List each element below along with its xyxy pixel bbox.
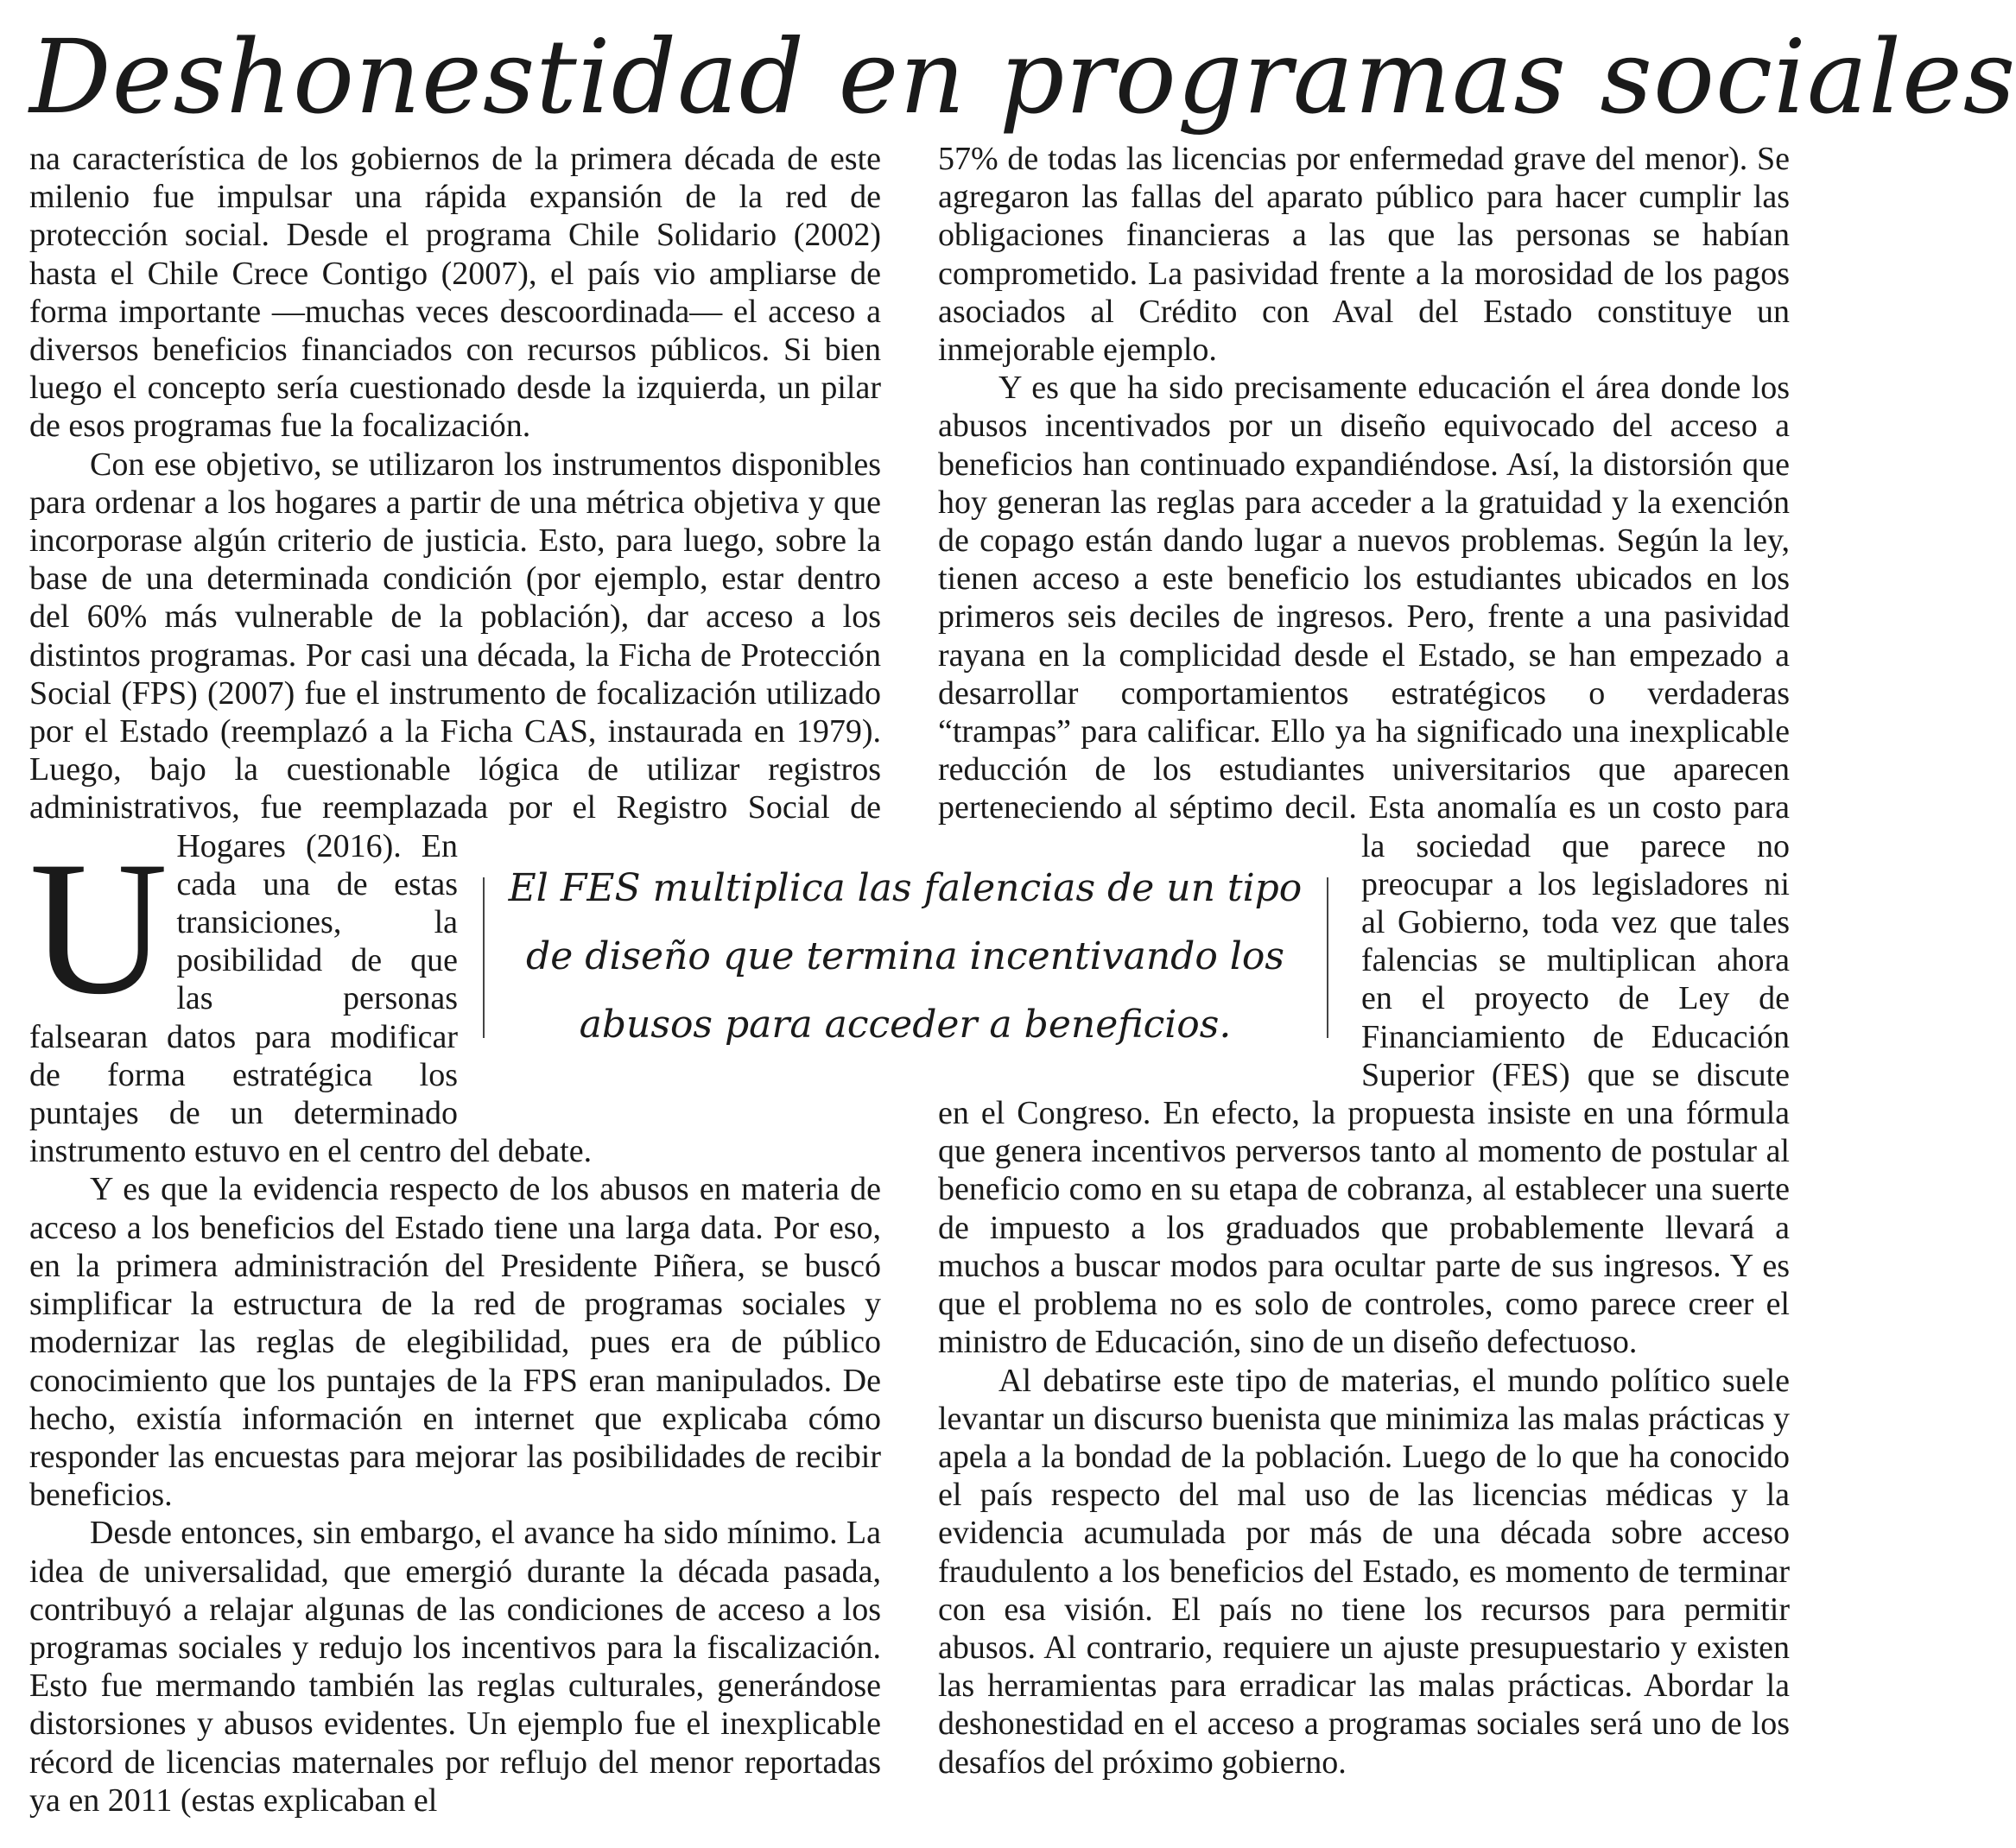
paragraph-7: Al debatirse este tipo de materias, el mundo político suele levantar un discurso buenista que minimiza las malas prácticas y apela a la bondad de la población. Luego de lo que ha conocido el país respecto del mal uso de las licencias médicas y la evidencia acumulada por más de una década sobre acceso fraudulento a los beneficios del Estado, es momento de terminar con esa visión. El país no tiene los recursos para permitir abusos. Al contrario, requiere un ajuste presupuestario y existen las herramientas para erradicar las malas prácticas. Abordar la deshonestidad en el acceso a programas sociales será uno de los desafíos del próximo gobierno. — [938, 1362, 1790, 1781]
paragraph-3: Y es que la evidencia respecto de los abusos en materia de acceso a los beneficios del Estado tiene una larga data. Por eso, en la primera administración del Presidente Piñera, se buscó simplificar la estructura de la red de programas sociales y modernizar las reglas de elegibilidad, pues era de público conocimiento que los puntajes de la FPS eran manipulados. De hecho, existía información en internet que explicaba cómo responder las encuestas para mejorar las posibilidades de recibir beneficios. — [29, 1171, 881, 1514]
pullquote-right-rule — [1327, 877, 1328, 1038]
paragraph-5: 57% de todas las licencias por enfermedad grave del menor). Se agregaron las fallas del aparato público para hacer cumplir las obligaciones financieras a las que las personas se habían comprometido. La pasividad frente a la morosidad de los pagos asociados al Crédito con Aval del Estado constituye un inmejorable ejemplo. — [938, 141, 1790, 369]
paragraph-4: Desde entonces, sin embargo, el avance ha sido mínimo. La idea de universalidad, que emergió durante la década pasada, contribuyó a relajar algunas de las condiciones de acceso a los programas sociales y redujo los incentivos para la fiscalización. Esto fue mermando también las reglas culturales, generándose distorsiones y abusos evidentes. Un ejemplo fue el inexplicable récord de licencias maternales por reflujo del menor reportadas ya en 2011 (estas explicaban el — [29, 1515, 881, 1819]
drop-cap: U — [29, 822, 168, 1035]
paragraph-6: Y es que ha sido precisamente educación el área donde los abusos incentivados por un diseño equivocado del acceso a beneficios han continuado expandiéndose. Así, la distorsión que hoy generan las reglas para acceder a la gratuidad y la exención de copago están dando lugar a nuevos problemas. Según la ley, tienen acceso a este beneficio los estudiantes ubicados en los primeros seis deciles de ingresos. Pero, frente a una pasividad rayana en la complicidad desde el Estado, se han empezado a desarrollar comportamientos estratégicos o verdaderas “trampas” para calificar. Ello ya ha significado una inexplicable reducción de los estudiantes universitarios que aparecen perteneciendo al séptimo decil. Esta anomalía es un costo para la sociedad que parece no preocupar a los legisladores ni al Gobierno, toda vez que tales falencias se multiplican ahora en el proyecto de Ley de Financiamiento de Educación Superior (FES) que se discute en el Congreso. En efecto, la propuesta insiste en una fórmula que genera incentivos perversos tanto al momento de postular al beneficio como en su etapa de cobranza, al establecer una suerte de impuesto a los graduados que probablemente llevará a muchos a buscar modos para ocultar parte de sus ingresos. Y es que el problema no es solo de controles, como parece creer el ministro de Educación, sino de un diseño defectuoso. — [938, 370, 1790, 1361]
pull-quote — [484, 860, 1327, 1052]
article-headline: Deshonestidad en programas sociales — [29, 17, 2016, 136]
paragraph-1: na característica de los gobiernos de la primera década de este milenio fue impulsar una rápida expansión de la red de protección social. Desde el programa Chile Solidario (2002) hasta el Chile Crece Contigo (2007), el país vio ampliarse de forma importante —muchas veces descoordinada— el acceso a diversos beneficios financiados con recursos públicos. Si bien luego el concepto sería cuestionado desde la izquierda, un pilar de esos programas fue la focalización. — [29, 141, 881, 445]
pull-quote-text: El FES multiplica las falencias de un tipo de diseño que termina incentivando los abusos para acceder a beneficios. — [508, 865, 1303, 1047]
paragraph-2: Con ese objetivo, se utilizaron los instrumentos disponibles para ordenar a los hogares a partir de una métrica objetiva y que incorporase algún criterio de justicia. Esto, para luego, sobre la base de una determinada condición (por ejemplo, estar dentro del 60% más vulnerable de la población), dar acceso a los distintos programas. Por casi una década, la Ficha de Protección Social (FPS) (2007) fue el instrumento de focalización utilizado por el Estado (reemplazó a la Ficha CAS, instaurada en 1979). Luego, bajo la cuestionable lógica de utilizar registros administrativos, fue reemplazada por el Registro Social de Hogares (2016). En cada una de estas transiciones, la posibilidad de que las personas falsearan datos para modificar de forma estratégica los puntajes de un determinado instrumento estuvo en el centro del debate. — [29, 446, 881, 1170]
